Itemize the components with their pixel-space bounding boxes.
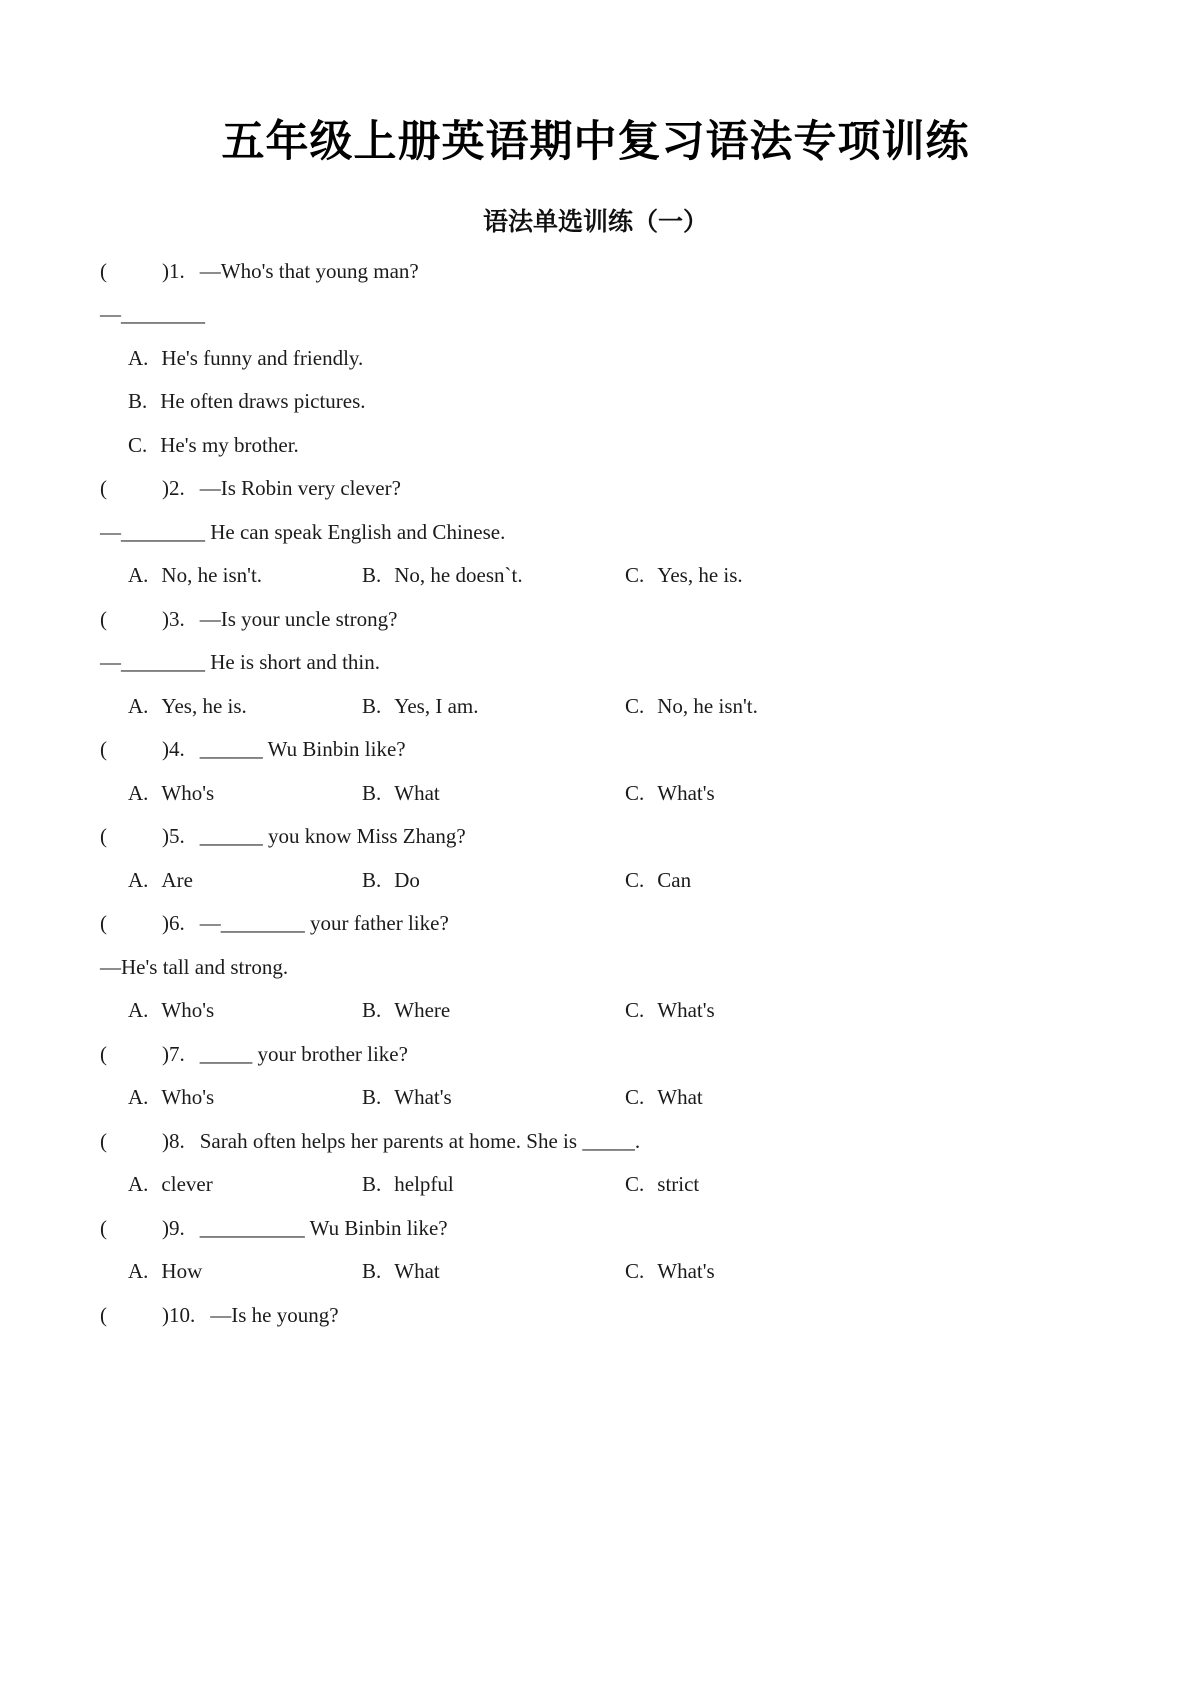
question-1-option-B — [0, 380, 1191, 424]
question-4-stem — [0, 728, 1191, 772]
question-text: Sarah often helps her parents at home. She is _____. — [199, 1128, 641, 1153]
question-number: )1. — [162, 258, 185, 283]
question-5-option-A — [128, 859, 362, 903]
option-text: He often draws pictures. — [160, 389, 366, 414]
question-2-line-2: —________ He can speak English and Chinese. — [100, 519, 506, 544]
option-text: Where — [394, 998, 451, 1023]
option-label: B. — [362, 867, 382, 892]
question-5-options — [0, 859, 1191, 903]
option-label: B. — [362, 693, 382, 718]
option-text: Yes, I am. — [394, 693, 479, 718]
option-text: No, he isn't. — [161, 563, 263, 588]
question-text: —Is your uncle strong? — [199, 606, 398, 631]
question-5-stem — [0, 815, 1191, 859]
open-paren: ( — [100, 737, 107, 762]
option-label: C. — [625, 1259, 645, 1284]
option-text: What's — [657, 1259, 715, 1284]
option-text: How — [161, 1259, 203, 1284]
question-text: __________ Wu Binbin like? — [199, 1215, 448, 1240]
question-number: )8. — [162, 1128, 185, 1153]
option-text: He's my brother. — [160, 432, 299, 457]
option-text: Yes, he is. — [657, 563, 743, 588]
question-1-stem — [0, 250, 1191, 294]
question-7-stem — [0, 1033, 1191, 1077]
option-text: What — [394, 780, 440, 805]
question-text: ______ you know Miss Zhang? — [199, 824, 466, 849]
section-title: 语法单选训练（一） — [482, 208, 708, 237]
question-text: —Is he young? — [210, 1302, 339, 1327]
option-text: No, he doesn`t. — [394, 563, 523, 588]
option-text: Are — [161, 867, 193, 892]
question-4-option-C — [625, 772, 1191, 816]
option-label: A. — [128, 1085, 149, 1110]
question-number: )9. — [162, 1215, 185, 1240]
question-7-option-B — [362, 1076, 625, 1120]
question-7-option-C — [625, 1076, 1191, 1120]
option-label: C. — [625, 1172, 645, 1197]
question-9-stem — [0, 1207, 1191, 1251]
option-label: C. — [625, 1085, 645, 1110]
question-2-stem — [0, 467, 1191, 511]
option-label: A. — [128, 563, 149, 588]
question-6-option-C — [625, 989, 1191, 1033]
question-2-option-A — [128, 554, 362, 598]
question-number: )6. — [162, 911, 185, 936]
question-6-stem — [0, 902, 1191, 946]
question-2-options — [0, 554, 1191, 598]
question-6-option-A — [128, 989, 362, 1033]
question-text: ______ Wu Binbin like? — [199, 737, 406, 762]
option-label: A. — [128, 780, 149, 805]
question-1-line-2: —________ — [100, 302, 205, 327]
option-text: Can — [657, 867, 692, 892]
question-9-option-B — [362, 1250, 625, 1294]
open-paren: ( — [100, 1215, 107, 1240]
option-text: Yes, he is. — [161, 693, 247, 718]
option-label: A. — [128, 1172, 149, 1197]
option-text: Who's — [161, 1085, 215, 1110]
open-paren: ( — [100, 606, 107, 631]
open-paren: ( — [100, 258, 107, 283]
question-8-stem — [0, 1120, 1191, 1164]
page-title: 五年级上册英语期中复习语法专项训练 — [221, 118, 970, 166]
question-number: )7. — [162, 1041, 185, 1066]
option-text: What — [394, 1259, 440, 1284]
open-paren: ( — [100, 1128, 107, 1153]
question-7-options — [0, 1076, 1191, 1120]
option-label: B. — [362, 998, 382, 1023]
option-text: No, he isn't. — [657, 693, 758, 718]
question-number: )3. — [162, 606, 185, 631]
option-text: What — [657, 1085, 703, 1110]
option-label: A. — [128, 998, 149, 1023]
option-label: C. — [625, 998, 645, 1023]
question-number: )10. — [162, 1302, 196, 1327]
option-text: What's — [657, 780, 715, 805]
question-6-options — [0, 989, 1191, 1033]
question-8-option-A — [128, 1163, 362, 1207]
option-label: A. — [128, 867, 149, 892]
question-3-stem — [0, 598, 1191, 642]
option-label: B. — [362, 780, 382, 805]
question-text: —________ your father like? — [199, 911, 449, 936]
question-3-option-B — [362, 685, 625, 729]
open-paren: ( — [100, 476, 107, 501]
question-9-options — [0, 1250, 1191, 1294]
option-label: B. — [362, 563, 382, 588]
option-text: strict — [657, 1172, 700, 1197]
open-paren: ( — [100, 911, 107, 936]
option-label: C. — [625, 867, 645, 892]
question-1-option-C — [0, 424, 1191, 468]
question-3-option-C — [625, 685, 1191, 729]
question-1-option-A — [0, 337, 1191, 381]
question-9-option-A — [128, 1250, 362, 1294]
option-label: C. — [625, 780, 645, 805]
question-2-option-C — [625, 554, 1191, 598]
option-text: Who's — [161, 998, 215, 1023]
question-text: —Is Robin very clever? — [199, 476, 401, 501]
question-3-options — [0, 685, 1191, 729]
question-8-option-B — [362, 1163, 625, 1207]
option-text: Do — [394, 867, 420, 892]
question-10-stem — [0, 1294, 1191, 1338]
option-text: helpful — [394, 1172, 454, 1197]
option-text: What's — [657, 998, 715, 1023]
question-8-options — [0, 1163, 1191, 1207]
question-text: _____ your brother like? — [199, 1041, 408, 1066]
question-number: )4. — [162, 737, 185, 762]
option-label: A. — [128, 1259, 149, 1284]
question-number: )5. — [162, 824, 185, 849]
question-3-option-A — [128, 685, 362, 729]
open-paren: ( — [100, 824, 107, 849]
option-text: clever — [161, 1172, 213, 1197]
option-label: B. — [362, 1085, 382, 1110]
question-6-option-B — [362, 989, 625, 1033]
option-label: C. — [625, 563, 645, 588]
question-9-option-C — [625, 1250, 1191, 1294]
open-paren: ( — [100, 1041, 107, 1066]
question-text: —Who's that young man? — [199, 258, 419, 283]
question-5-option-B — [362, 859, 625, 903]
option-label: C. — [625, 693, 645, 718]
option-text: Who's — [161, 780, 215, 805]
open-paren: ( — [100, 1302, 107, 1327]
question-4-option-A — [128, 772, 362, 816]
question-2-option-B — [362, 554, 625, 598]
option-text: What's — [394, 1085, 452, 1110]
option-label: B. — [128, 389, 148, 414]
option-label: C. — [128, 432, 148, 457]
questions-list — [0, 250, 1191, 1338]
option-label: B. — [362, 1172, 382, 1197]
question-8-option-C — [625, 1163, 1191, 1207]
question-number: )2. — [162, 476, 185, 501]
question-4-options — [0, 772, 1191, 816]
question-4-option-B — [362, 772, 625, 816]
question-5-option-C — [625, 859, 1191, 903]
option-text: He's funny and friendly. — [161, 345, 364, 370]
option-label: B. — [362, 1259, 382, 1284]
question-6-line-2: —He's tall and strong. — [100, 954, 289, 979]
option-label: A. — [128, 345, 149, 370]
option-label: A. — [128, 693, 149, 718]
question-3-line-2: —________ He is short and thin. — [100, 650, 380, 675]
question-7-option-A — [128, 1076, 362, 1120]
